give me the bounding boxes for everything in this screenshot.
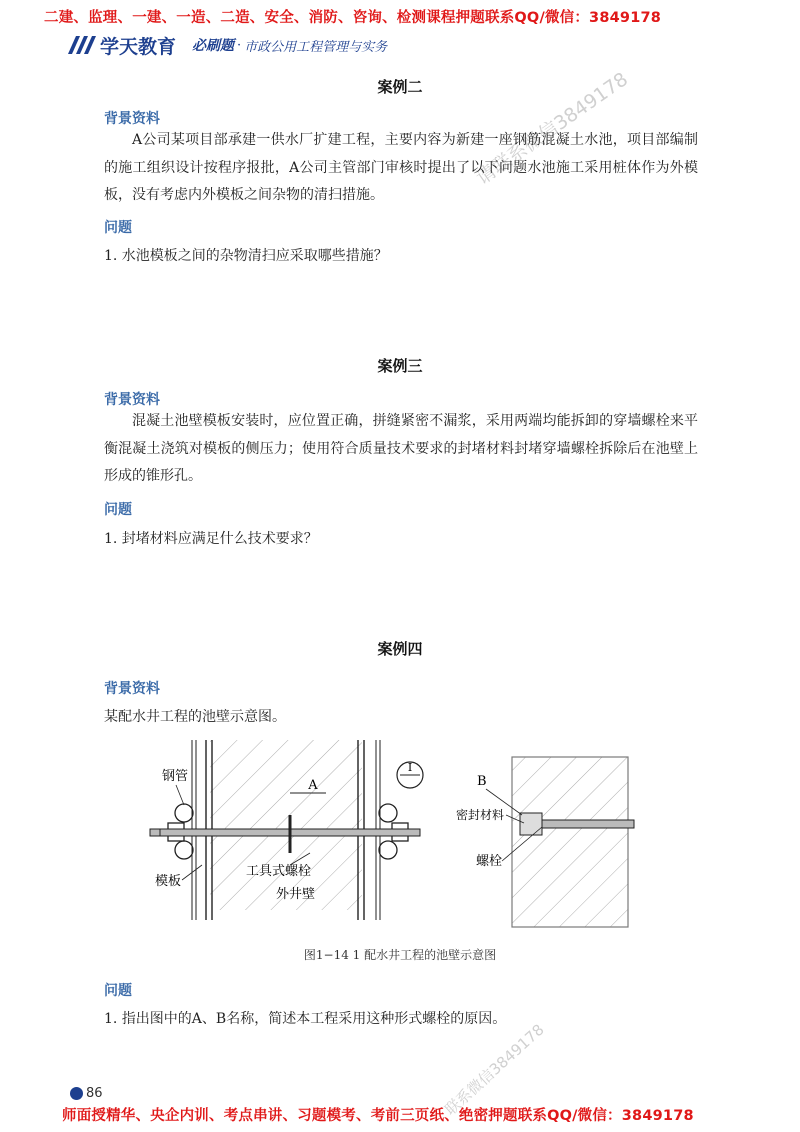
- header-separator: ·: [237, 37, 242, 53]
- case2-title: 案例二: [377, 78, 423, 96]
- label-bolt: 螺栓: [476, 854, 503, 869]
- case3-title: 案例三: [377, 357, 423, 375]
- detail-mark: I: [407, 761, 413, 774]
- pool-wall-diagram: [140, 735, 640, 935]
- book-title: 必刷题: [192, 38, 235, 54]
- page-badge-icon: [70, 1087, 83, 1100]
- label-outer-wall: 外井壁: [276, 887, 316, 902]
- promo-banner-top: 二建、监理、一建、一造、二造、安全、消防、咨询、检测课程押题联系QQ/微信：3849178: [44, 10, 662, 26]
- case3-question-heading: 问题: [104, 502, 132, 518]
- label-formwork: 模板: [155, 874, 182, 889]
- case4-title: 案例四: [377, 640, 423, 658]
- watermark-bottom: 联系微信3849178: [441, 1020, 548, 1119]
- label-steel-pipe: 钢管: [162, 769, 189, 784]
- case3-background-text: 混凝土池壁模板安装时，应位置正确，拼缝紧密不漏浆，采用两端均能拆卸的穿墙螺栓来平衡混凝土浇筑对模板的侧压力；使用符合质量技术要求的封堵材料封堵穿墙螺栓拆除后在池壁上形成的锥形孔。: [104, 413, 698, 484]
- case3-question-1: 1. 封堵材料应满足什么技术要求？: [104, 531, 318, 547]
- promo-banner-bottom: 师面授精华、央企内训、考点串讲、习题模考、考前三页纸、绝密押题联系QQ/微信：3849178: [62, 1108, 694, 1124]
- case4-question-1: 1. 指出图中的A、B名称，简述本工程采用这种形式螺栓的原因。: [104, 1011, 507, 1027]
- book-subject: 市政公用工程管理与实务: [244, 39, 388, 55]
- case4-background-heading: 背景资料: [104, 681, 160, 697]
- case3-background-heading: 背景资料: [104, 392, 160, 408]
- brand-logo-icon: [66, 34, 96, 56]
- label-tool-bolt: 工具式螺栓: [246, 864, 312, 879]
- case2-background-text: A公司某项目部承建一供水厂扩建工程，主要内容为新建一座钢筋混凝土水池，项目部编制的施工组织设计按程序报批，A公司主管部门审核时提出了以下问题水池施工采用桩体作为外模板，没有考虑内外模板之间杂物的清扫措施。: [104, 132, 698, 203]
- case2-question-heading: 问题: [104, 220, 132, 236]
- case4-background-text: 某配水井工程的池壁示意图。: [104, 709, 286, 725]
- right-detail-section: [512, 757, 634, 927]
- label-seal: 密封材料: [456, 808, 505, 822]
- case4-question-heading: 问题: [104, 983, 132, 999]
- page-number: [70, 1086, 103, 1101]
- label-a: A: [308, 778, 318, 793]
- page-header: [66, 30, 387, 60]
- case2-question-1: 1. 水池模板之间的杂物清扫应采取哪些措施？: [104, 248, 388, 264]
- page-number-text: 86: [86, 1086, 103, 1101]
- watermark-top: 请联系微信3849178: [472, 68, 633, 190]
- brand-name: 学天教育: [100, 35, 177, 58]
- label-b: B: [477, 774, 487, 789]
- figure-caption: 图1−14 1 配水井工程的池壁示意图: [303, 948, 497, 962]
- case2-background-heading: 背景资料: [104, 111, 160, 127]
